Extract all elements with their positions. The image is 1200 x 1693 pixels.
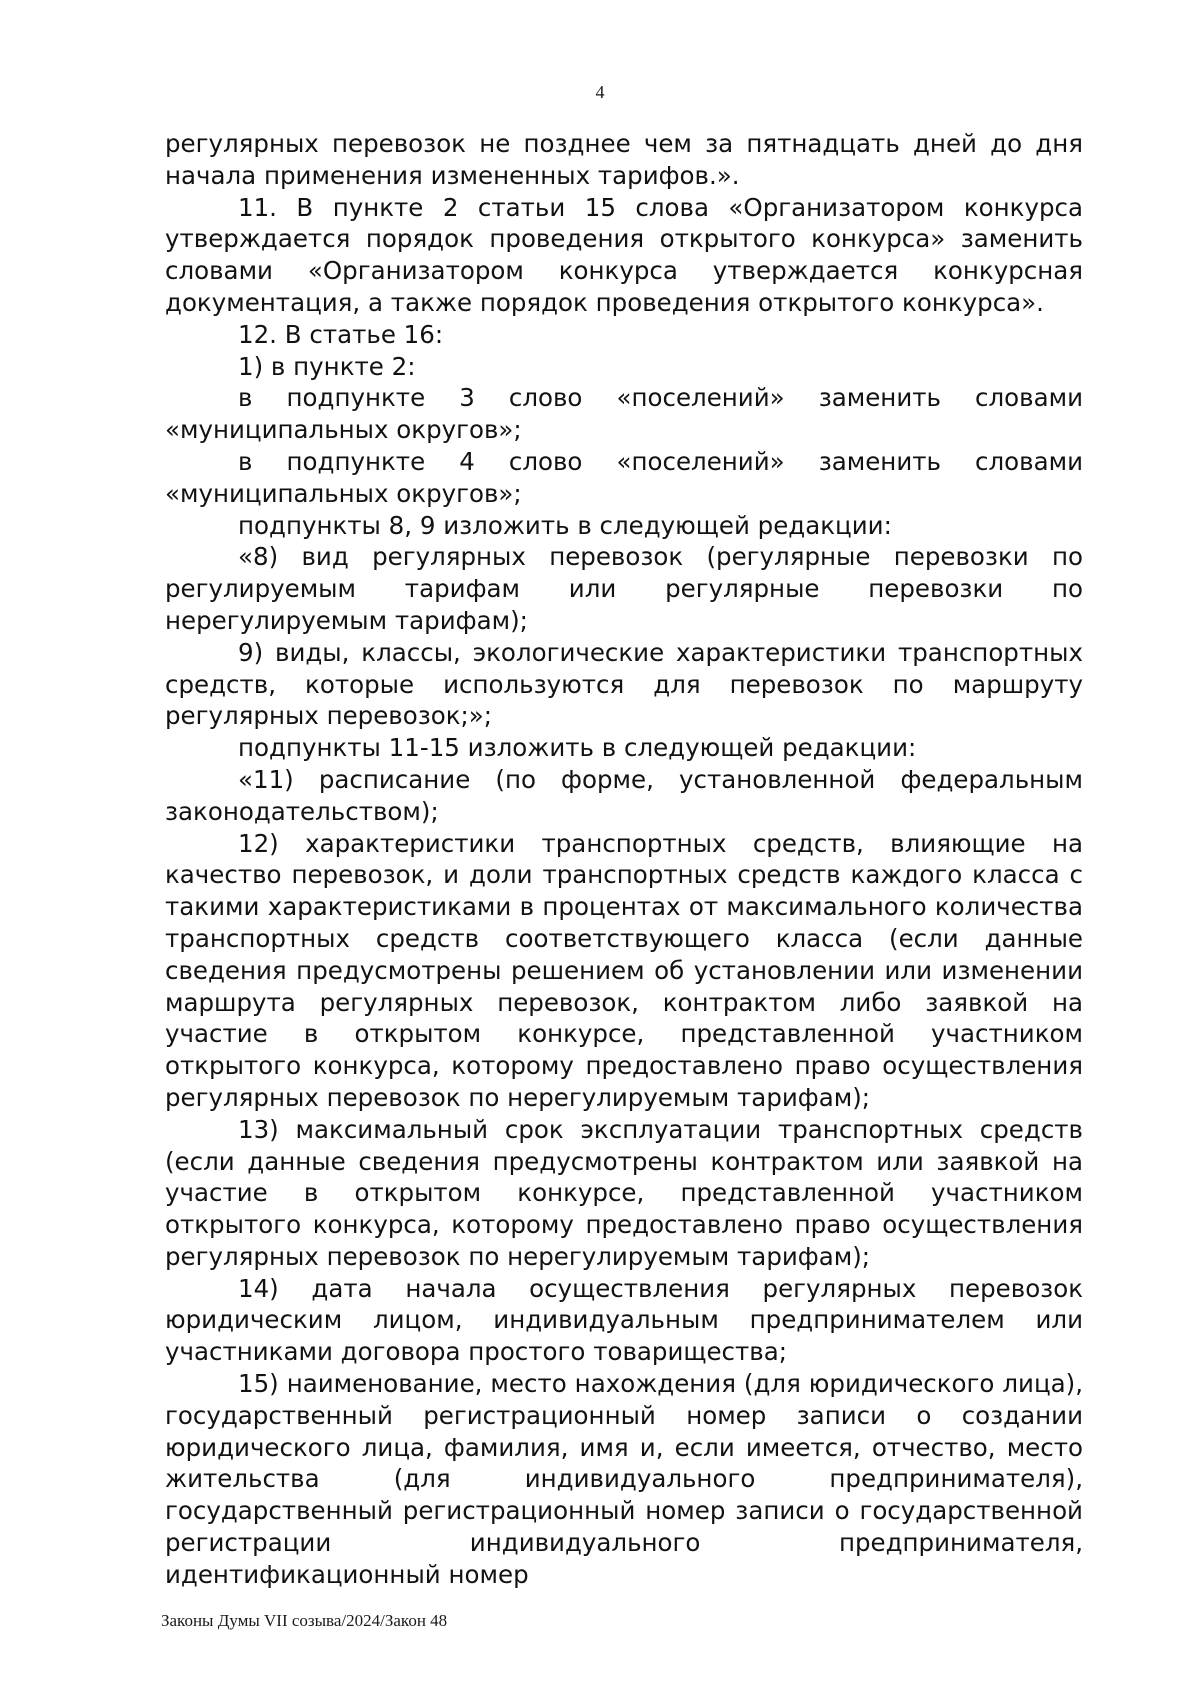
paragraph-subitem-1: 1) в пункте 2: bbox=[238, 351, 416, 381]
paragraph-item-12: 12. В статье 16: bbox=[238, 319, 444, 349]
paragraph-subpoint-14: 14) дата начала осуществления регулярных перевозок юридическим лицом, индивидуальным предпринимателем или участниками договора простого товарищества; bbox=[165, 1273, 1083, 1367]
paragraph-subpoint-4: в подпункте 4 слово «поселений» заменить словами «муниципальных округов»; bbox=[165, 446, 1083, 508]
paragraph-continuation: регулярных перевозок не позднее чем за пятнадцать дней до дня начала применения измененных тарифов.». bbox=[165, 129, 1083, 190]
paragraph-subpoint-8: «8) вид регулярных перевозок (регулярные перевозки по регулируемым тарифам или регулярные перевозки по нерегулируемым тарифам); bbox=[165, 542, 1083, 635]
document-footer: Законы Думы VII созыва/2024/Закон 48 bbox=[161, 1611, 448, 1630]
paragraph-subpoint-13: 13) максимальный срок эксплуатации транспортных средств (если данные сведения предусмотрены контрактом или заявкой на участие в открытом конкурсе, представленной участником открытого конкурса, которому предоставлено право осуществления регулярных перевозок по нерегулируемым тарифам); bbox=[165, 1114, 1083, 1271]
paragraph-subpoint-15: 15) наименование, место нахождения (для юридического лица), государственный регистрационный номер записи о создании юридического лица, фамилия, имя и, если имеется, отчество, место жительства (для индивидуального предпринимателя), государственный регистрационный номер записи о государственной регистрации индивидуального предпринимателя, идентификационный номер bbox=[165, 1369, 1083, 1589]
paragraph-item-11: 11. В пункте 2 статьи 15 слова «Организатором конкурса утверждается порядок проведения открытого конкурса» заменить словами «Организатором конкурса утверждается конкурсная документация, а также порядок проведения открытого конкурса». bbox=[165, 192, 1083, 317]
paragraph-subpoints-11-15-intro: подпункты 11-15 изложить в следующей редакции: bbox=[238, 733, 917, 763]
paragraph-subpoint-9: 9) виды, классы, экологические характеристики транспортных средств, которые используются для перевозок по маршруту регулярных перевозок;»; bbox=[165, 637, 1083, 731]
page-number: 4 bbox=[595, 82, 605, 102]
paragraph-subpoint-12: 12) характеристики транспортных средств, влияющие на качество перевозок, и доли транспортных средств каждого класса с такими характеристиками в процентах от максимального количества транспортных средств соответствующего класса (если данные сведения предусмотрены решением об установлении или изменении маршрута регулярных перевозок, контрактом либо заявкой на участие в открытом конкурсе, представленной участником открытого конкурса, которому предоставлено право осуществления регулярных перевозок по нерегулируемым тарифам); bbox=[165, 828, 1083, 1112]
paragraph-subpoint-3: в подпункте 3 слово «поселений» заменить словами «муниципальных округов»; bbox=[165, 383, 1083, 445]
paragraph-subpoints-8-9-intro: подпункты 8, 9 изложить в следующей редакции: bbox=[238, 510, 892, 540]
paragraph-subpoint-11: «11) расписание (по форме, установленной федеральным законодательством); bbox=[165, 764, 1083, 826]
document-body bbox=[165, 128, 1083, 1591]
